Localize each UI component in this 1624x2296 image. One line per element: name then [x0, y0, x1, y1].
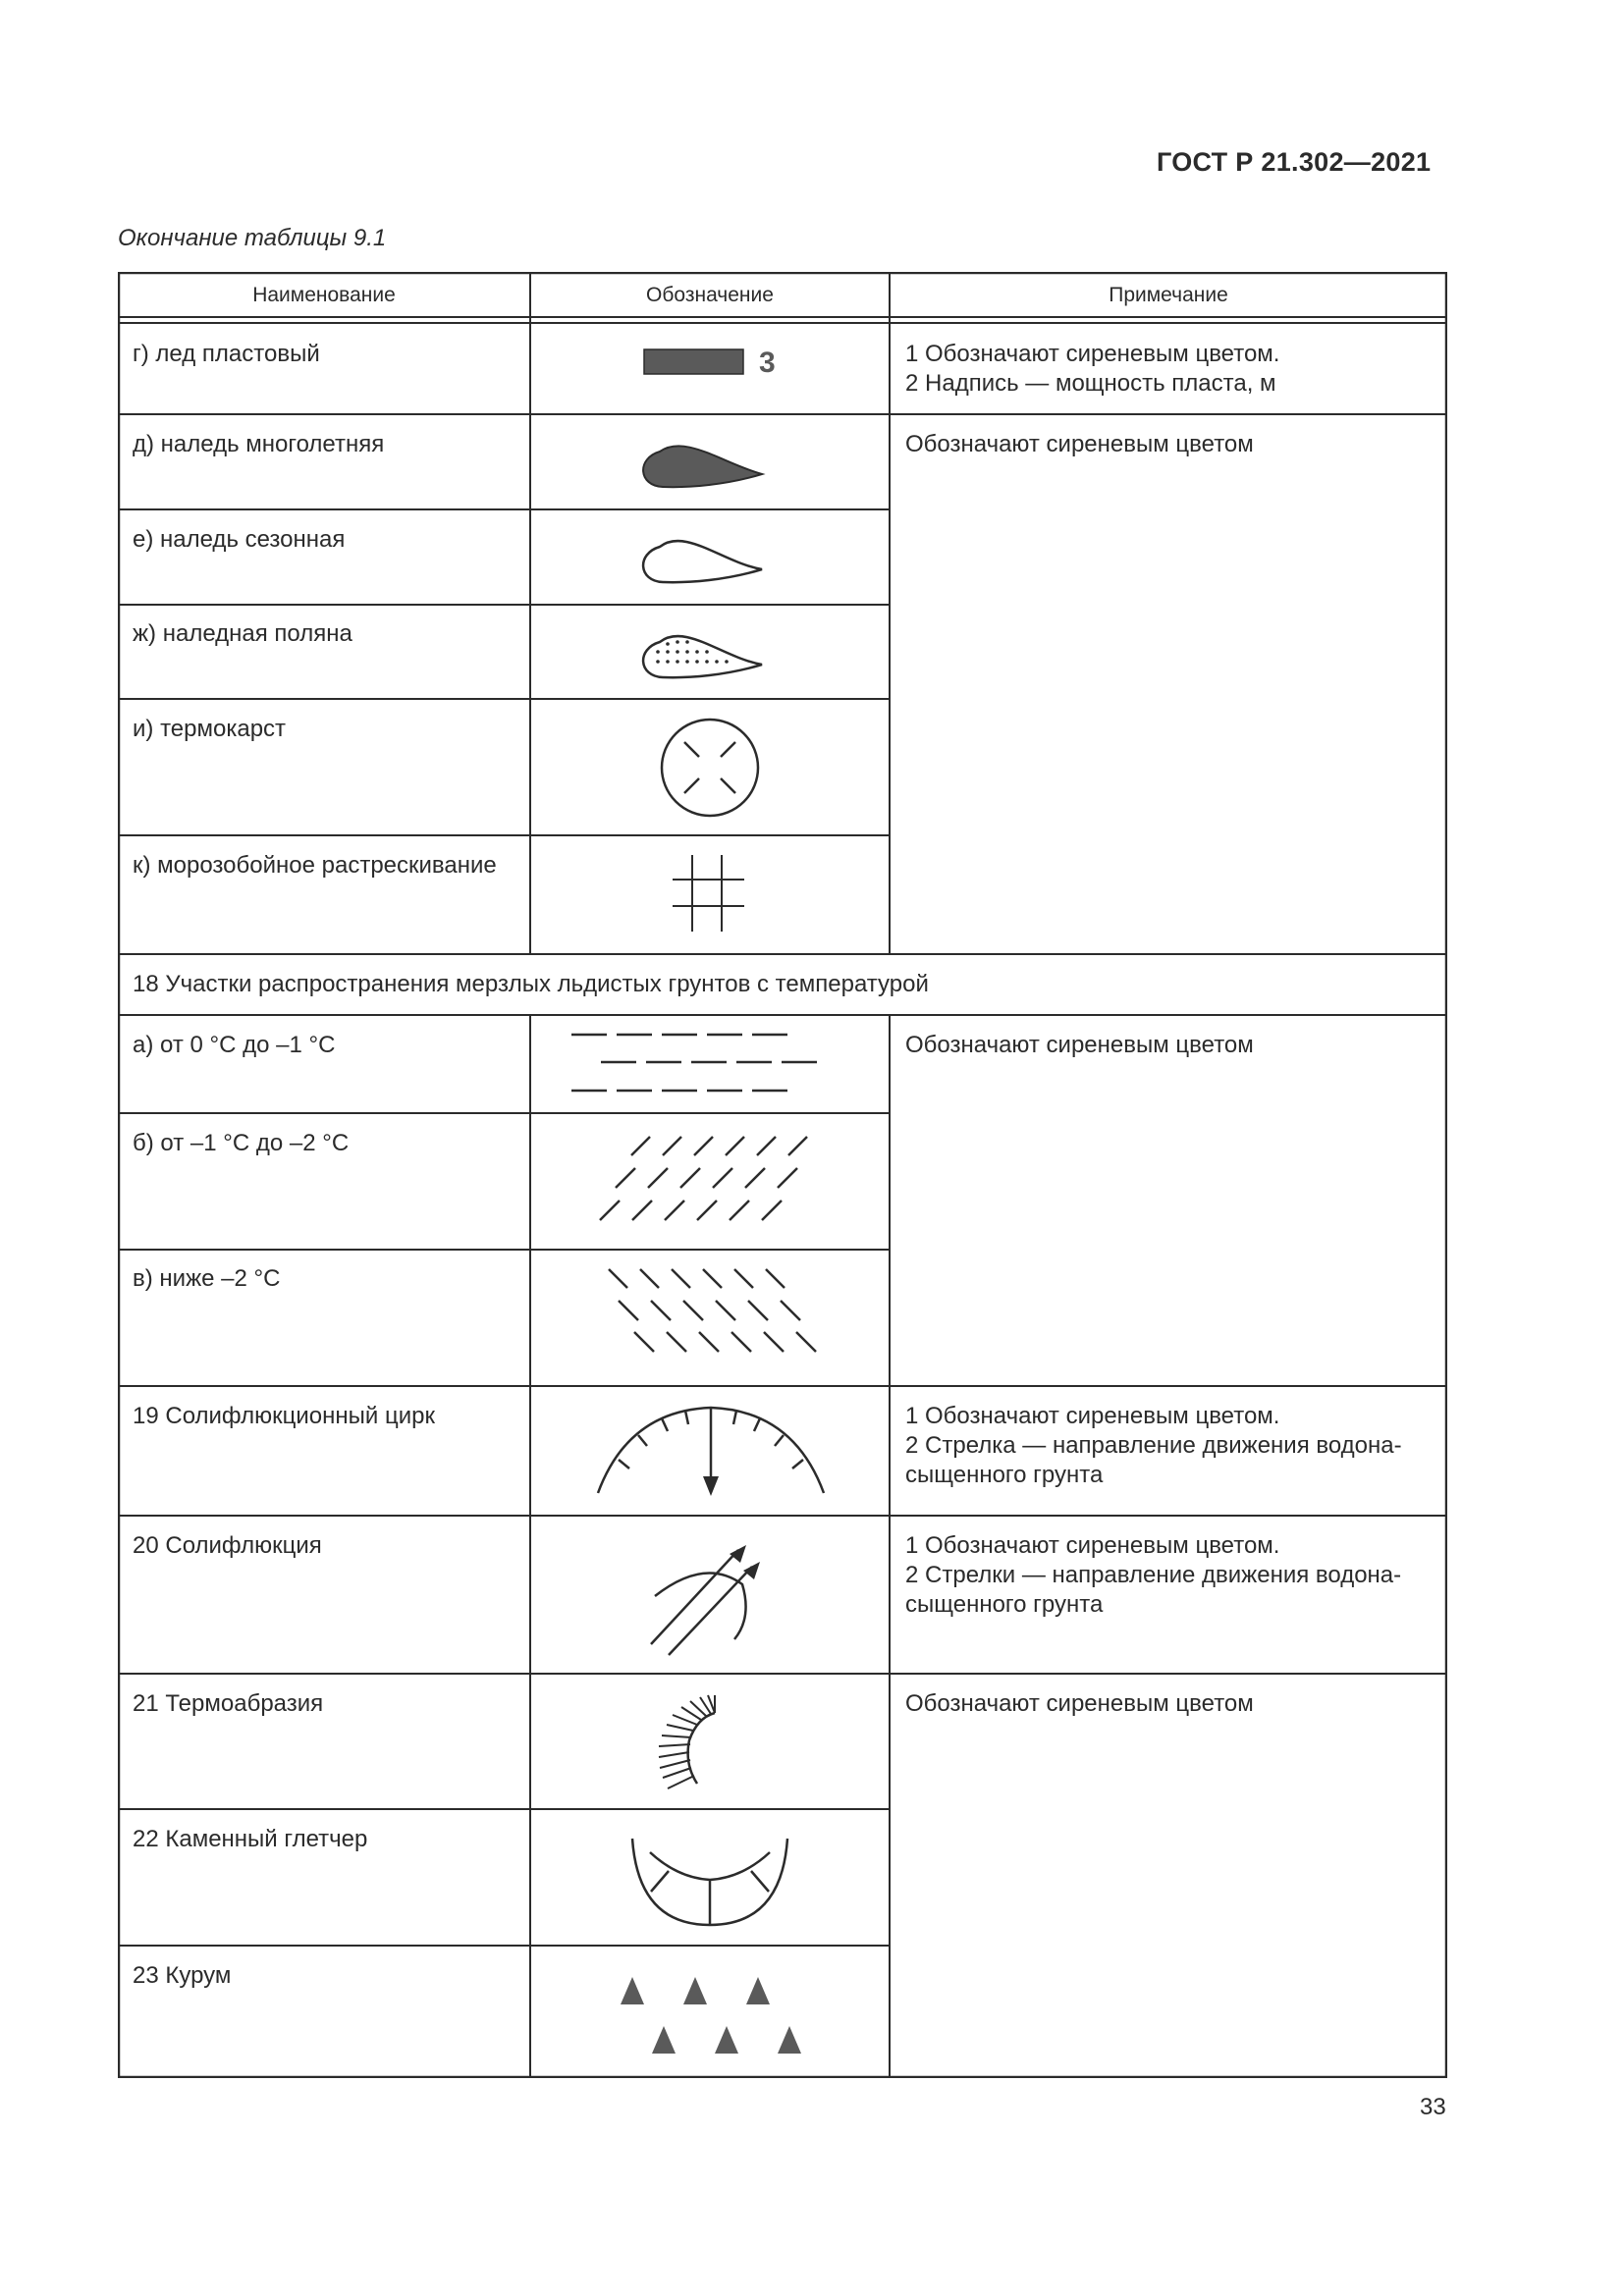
note-cirque-2: 2 Стрелка — направление движения водона- [905, 1432, 1402, 1459]
icing-glade-symbol [530, 605, 890, 699]
seasonal-icing-symbol [530, 509, 890, 605]
row-name-perennial-icing: д) наледь многолетняя [133, 431, 385, 457]
note-solifluction-2: 2 Стрелки — направление движения водона- [905, 1562, 1402, 1588]
row-name-seasonal-icing: е) наледь сезонная [133, 526, 346, 553]
row-name-temp-a: а) от 0 °С до –1 °С [133, 1032, 336, 1058]
note-cirque-1: 1 Обозначают сиреневым цветом. [905, 1403, 1280, 1429]
symbols-table [118, 272, 1447, 2078]
temp-minus1-to-minus2-symbol [530, 1113, 890, 1250]
column-header-note: Примечание [1109, 284, 1228, 306]
note-ice-layer-2: 2 Надпись — мощность пласта, м [905, 370, 1276, 397]
note-ice-layer-1: 1 Обозначают сиреневым цветом. [905, 341, 1280, 367]
row-name-thermoabrasion: 21 Термоабразия [133, 1690, 324, 1717]
row-name-ice-layer: г) лед пластовый [133, 341, 320, 367]
row-name-section-18: 18 Участки распространения мерзлых льдистых грунтов с температурой [133, 971, 929, 997]
ice-layer-symbol [530, 323, 890, 414]
column-header-name: Наименование [252, 284, 396, 306]
solifluction-symbol [530, 1516, 890, 1674]
frost-cracking-symbol [530, 835, 890, 954]
row-name-thermokarst: и) термокарст [133, 716, 287, 742]
note-solifluction-3: сыщенного грунта [905, 1591, 1104, 1618]
note-cirque-3: сыщенного грунта [905, 1462, 1104, 1488]
ice-layer-thickness-label: 3 [759, 347, 776, 379]
standard-number: ГОСТ Р 21.302—2021 [1157, 147, 1432, 177]
note-solifluction-1: 1 Обозначают сиреневым цветом. [905, 1532, 1280, 1559]
row-name-icing-glade: ж) наледная поляна [133, 620, 352, 647]
thermokarst-symbol [530, 699, 890, 835]
solifluction-cirque-symbol [530, 1386, 890, 1516]
perennial-icing-symbol [530, 414, 890, 509]
row-name-solifluction: 20 Солифлюкция [133, 1532, 322, 1559]
row-name-temp-c: в) ниже –2 °С [133, 1265, 281, 1292]
kurum-symbol [530, 1946, 890, 2078]
row-name-rock-glacier: 22 Каменный глетчер [133, 1826, 368, 1852]
thermoabrasion-symbol [530, 1674, 890, 1809]
page-number: 33 [1420, 2094, 1446, 2120]
temp-0-to-minus1-symbol [530, 1015, 890, 1113]
note-temp-group: Обозначают сиреневым цветом [905, 1032, 1254, 1058]
note-icing-group: Обозначают сиреневым цветом [905, 431, 1254, 457]
temp-below-minus2-symbol [530, 1250, 890, 1386]
table-caption: Окончание таблицы 9.1 [118, 225, 387, 251]
column-header-symbol: Обозначение [646, 284, 774, 306]
note-thermo-group: Обозначают сиреневым цветом [905, 1690, 1254, 1717]
row-name-solifluction-cirque: 19 Солифлюкционный цирк [133, 1403, 435, 1429]
row-name-frost-cracking: к) морозобойное растрескивание [133, 852, 497, 879]
row-name-temp-b: б) от –1 °С до –2 °С [133, 1130, 350, 1156]
row-name-kurum: 23 Курум [133, 1962, 232, 1989]
rock-glacier-symbol [530, 1809, 890, 1946]
